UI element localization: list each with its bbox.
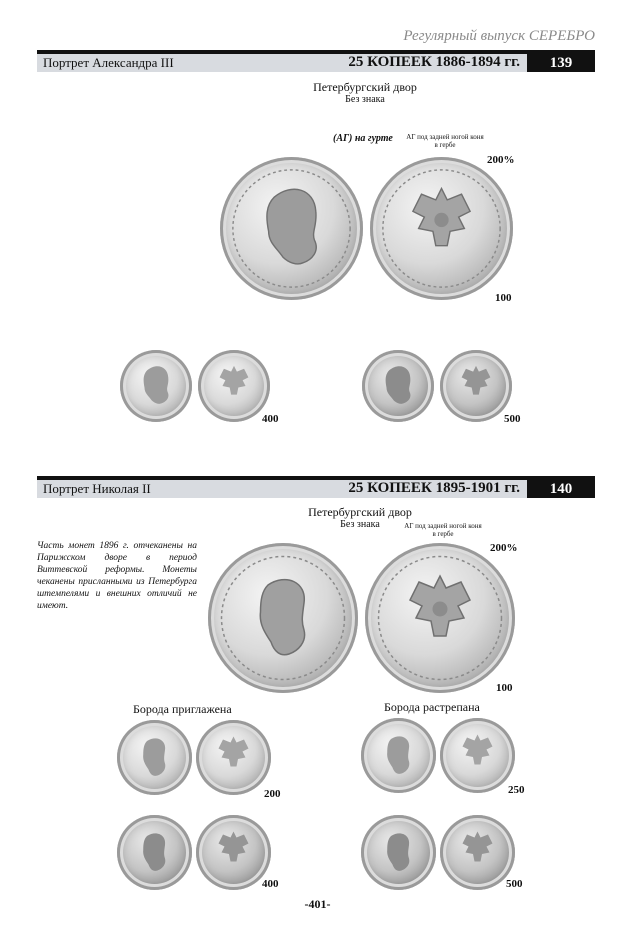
coin-reverse-small-4 xyxy=(440,815,515,890)
variant-left-label: Борода приглажена xyxy=(133,702,232,716)
portrait-icon xyxy=(361,815,436,890)
value-right: 500 xyxy=(504,413,521,425)
variant-right-label: Борода растрепана xyxy=(384,700,480,714)
portrait-icon xyxy=(361,718,436,793)
value-l1: 200 xyxy=(264,788,281,800)
portrait-icon xyxy=(220,157,363,300)
value-main: 100 xyxy=(495,292,512,304)
coin-obverse-small-3 xyxy=(117,815,192,890)
coin-obverse-small-2 xyxy=(361,718,436,793)
coin-obverse-large xyxy=(220,157,363,300)
eagle-icon xyxy=(365,543,515,693)
coin-reverse-small-2 xyxy=(440,350,512,422)
series-title: Регулярный выпуск СЕРЕБРО xyxy=(403,28,595,44)
scale-label: 200% xyxy=(487,154,515,166)
mint-label: Петербургский двор xyxy=(313,80,417,94)
value-left: 400 xyxy=(262,413,279,425)
value-l2: 400 xyxy=(262,878,279,890)
coin-obverse-small-2 xyxy=(362,350,434,422)
coin-obverse-small-4 xyxy=(361,815,436,890)
portrait-icon xyxy=(208,543,358,693)
section-header-140 xyxy=(37,476,595,498)
mark-label: Без знака xyxy=(345,94,385,105)
value-r2: 500 xyxy=(506,878,523,890)
portrait-label: Портрет Александра III xyxy=(43,55,174,70)
eagle-icon xyxy=(196,720,271,795)
portrait-icon xyxy=(117,815,192,890)
coin-reverse-small xyxy=(198,350,270,422)
ag-note: АГ под задней ногой коня в гербе xyxy=(406,133,484,149)
mint-label: Петербургский двор xyxy=(308,505,412,519)
value-r1: 250 xyxy=(508,784,525,796)
eagle-icon xyxy=(440,350,512,422)
coin-reverse-small xyxy=(196,720,271,795)
coin-reverse-large xyxy=(370,157,513,300)
portrait-icon xyxy=(362,350,434,422)
value-main: 100 xyxy=(496,682,513,694)
scale-label: 200% xyxy=(490,542,518,554)
section-title: 25 КОПЕЕК 1886-1894 гг. xyxy=(348,54,520,70)
coin-obverse-small xyxy=(120,350,192,422)
mark-label: Без знака xyxy=(340,519,380,530)
eagle-icon xyxy=(440,718,515,793)
catalog-number: 139 xyxy=(527,54,595,72)
section-title: 25 КОПЕЕК 1895-1901 гг. xyxy=(348,480,520,496)
page-number: -401- xyxy=(304,897,331,911)
portrait-icon xyxy=(120,350,192,422)
eagle-icon xyxy=(198,350,270,422)
section-header-139 xyxy=(37,50,595,72)
historical-note: Часть монет 1896 г. отчеканены на Парижском дворе в период Виттевской реформы. Монеты чеканены присланными из Петербурга штемпелями и внешних отличий не имеют. xyxy=(37,541,197,611)
coin-reverse-small-3 xyxy=(196,815,271,890)
ag-note: АГ под задней ногой коня в гербе xyxy=(404,522,482,538)
portrait-label: Портрет Николая II xyxy=(43,481,151,496)
eagle-icon xyxy=(440,815,515,890)
eagle-icon xyxy=(196,815,271,890)
catalog-number: 140 xyxy=(527,480,595,498)
coin-reverse-small-2 xyxy=(440,718,515,793)
edge-note: (АГ) на гурте xyxy=(333,133,393,144)
portrait-icon xyxy=(117,720,192,795)
coin-obverse-small xyxy=(117,720,192,795)
coin-reverse-large xyxy=(365,543,515,693)
coin-obverse-large xyxy=(208,543,358,693)
eagle-icon xyxy=(370,157,513,300)
